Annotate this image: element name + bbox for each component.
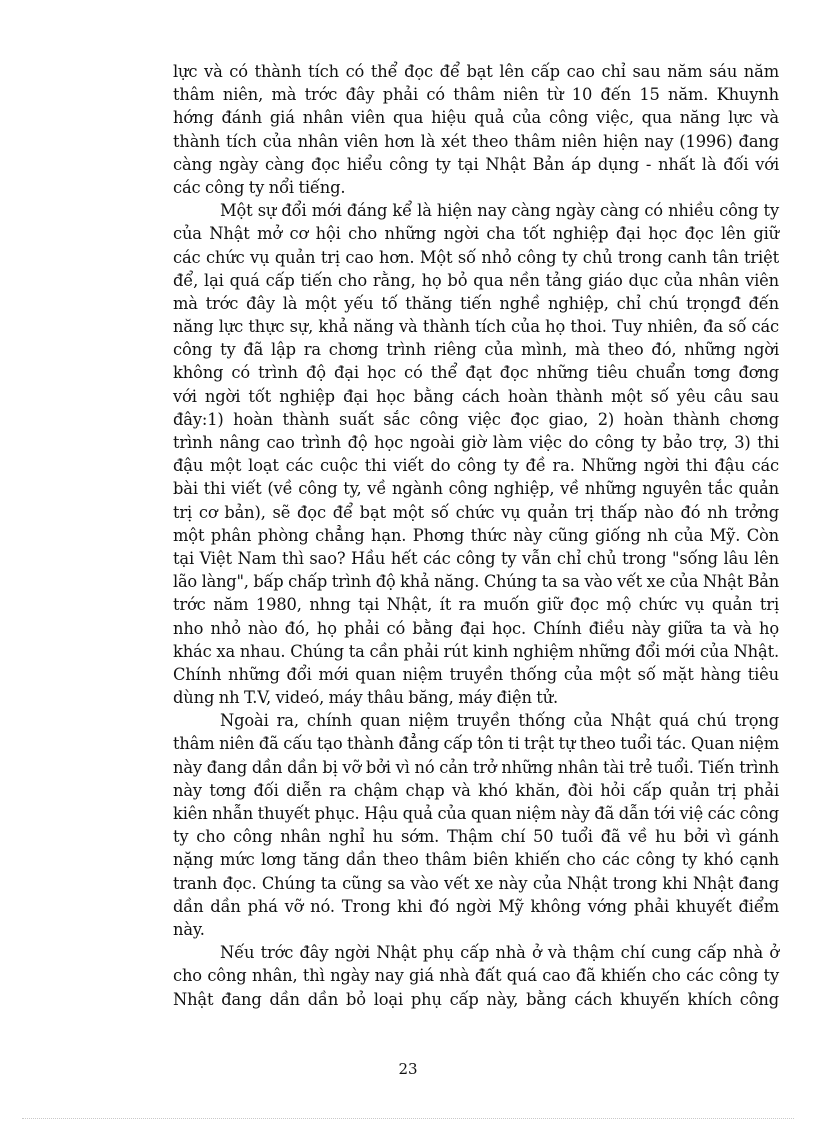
text-line: Nhật đang dần dần bỏ loại phụ cấp này, bằng cách khuyến khích công	[173, 989, 779, 1009]
text-line: bài thi viết (về công ty, về ngành công nghiệp, về những nguyên tắc quản	[173, 479, 779, 499]
text-line: thành tích của nhân viên hơn là xét theo thâm niên hiện nay (1996) đang	[173, 131, 779, 151]
text-line: trị cơ bản), sẽ đọc để bạt một số chức vụ quản trị thấp nào đó nh trởng	[173, 502, 779, 522]
text-line: dùng nh T.V, videó, máy thâu băng, máy điện tử.	[173, 688, 559, 708]
text-line: của Nhật mở cơ hội cho những ngời cha tốt nghiệp đại học đọc lên giữ	[173, 224, 779, 244]
text-line: không có trình độ đại học có thể đạt đọc những tiêu chuẩn tơng đơng	[173, 363, 779, 383]
text-line: thâm niên đã cấu tạo thành đẳng cấp tôn ti trật tự theo tuổi tác. Quan niệm	[173, 734, 779, 754]
text-line: này đang dần dần bị vỡ bởi vì nó cản trở những nhân tài trẻ tuổi. Tiến trình	[173, 757, 779, 777]
text-line: một phân phòng chẳng hạn. Phơng thức này cũng giống nh của Mỹ. Còn	[173, 525, 779, 545]
text-line: tại Việt Nam thì sao? Hầu hết các công ty vẫn chỉ chủ trong "sống lâu lên	[173, 548, 779, 568]
text-line: Chính những đổi mới quan niệm truyền thống của một số mặt hàng tiêu	[173, 664, 779, 684]
text-line: thâm niên, mà trớc đây phải có thâm niên từ 10 đến 15 năm. Khuynh	[173, 85, 779, 105]
paragraph-start-line: Ngoài ra, chính quan niệm truyền thống của Nhật quá chú trọng	[220, 711, 779, 731]
text-line: trình nâng cao trình độ học ngoài giờ làm việc do công ty bảo trợ, 3) thi	[173, 433, 779, 452]
text-line: cho công nhân, thì ngày nay giá nhà đất quá cao đã khiến cho các công ty	[173, 966, 779, 986]
text-line: đậu một loạt các cuộc thi viết do công ty đề ra. Những ngời thi đậu các	[173, 456, 779, 476]
text-line: khác xa nhau. Chúng ta cần phải rút kinh nghiệm những đổi mới của Nhật.	[173, 641, 779, 661]
text-line: càng ngày càng đọc hiểu công ty tại Nhật Bản áp dụng - nhất là đối với	[173, 154, 779, 174]
text-line: hớng đánh giá nhân viên qua hiệu quả của công việc, qua năng lực và	[173, 108, 779, 128]
text-line: dần dần phá vỡ nó. Trong khi đó ngời Mỹ không vớng phải khuyết điểm	[173, 896, 779, 916]
text-line: các chức vụ quản trị cao hơn. Một số nhỏ công ty chủ trong canh tân triệt	[173, 247, 779, 267]
text-line: nặng mức lơng tăng dần theo thâm biên khiến cho các công ty khó cạnh	[173, 850, 779, 870]
text-line: nho nhỏ nào đó, họ phải có bằng đại học. Chính điều này giữa ta và họ	[173, 618, 779, 638]
paragraph-start-line: Nếu trớc đây ngời Nhật phụ cấp nhà ở và thậm chí cung cấp nhà ở	[220, 943, 779, 963]
text-line: công ty đã lập ra chơng trình riêng của mình, mà theo đó, những ngời	[173, 340, 779, 360]
page-number: 23	[398, 1060, 418, 1078]
text-line: các công ty nổi tiếng.	[173, 177, 346, 197]
text-line: mà trớc đây là một yếu tố thăng tiến nghề nghiệp, chỉ chú trọngđ đến	[173, 293, 779, 313]
body-text	[173, 60, 779, 1011]
text-line: lực và có thành tích có thể đọc để bạt lên cấp cao chỉ sau năm sáu năm	[173, 62, 779, 81]
text-line: ty cho công nhân nghỉ hu sớm. Thậm chí 50 tuổi đã về hu bởi vì gánh	[173, 827, 779, 847]
text-line: để, lại quá cấp tiến cho rằng, họ bỏ qua nền tảng giáo dục của nhân viên	[173, 270, 779, 290]
paragraph-start-line: Một sự đổi mới đáng kể là hiện nay càng ngày càng có nhiều công ty	[220, 201, 779, 221]
text-line: đây:1) hoàn thành suất sắc công việc đọc giao, 2) hoàn thành chơng	[173, 409, 779, 429]
text-line: năng lực thực sự, khả năng và thành tích của họ thoi. Tuy nhiên, đa số các	[173, 317, 779, 337]
text-line: này.	[173, 919, 205, 939]
text-line: với ngời tốt nghiệp đại học bằng cách hoàn thành một số yêu câu sau	[173, 386, 779, 406]
footer-divider	[22, 1118, 794, 1119]
text-line: này tơng đối diễn ra chậm chạp và khó khăn, đòi hỏi cấp quản trị phải	[173, 780, 779, 800]
text-line: tranh đọc. Chúng ta cũng sa vào vết xe này của Nhật trong khi Nhật đang	[173, 873, 779, 893]
text-line: trớc năm 1980, nhng tại Nhật, ít ra muốn giữ đọc mộ chức vụ quản trị	[173, 595, 779, 615]
text-line: kiên nhẫn thuyết phục. Hậu quả của quan niệm này đã dẫn tới việ các công	[173, 804, 779, 823]
text-line: lão làng", bấp chấp trình độ khả năng. Chúng ta sa vào vết xe của Nhật Bản	[173, 572, 779, 592]
